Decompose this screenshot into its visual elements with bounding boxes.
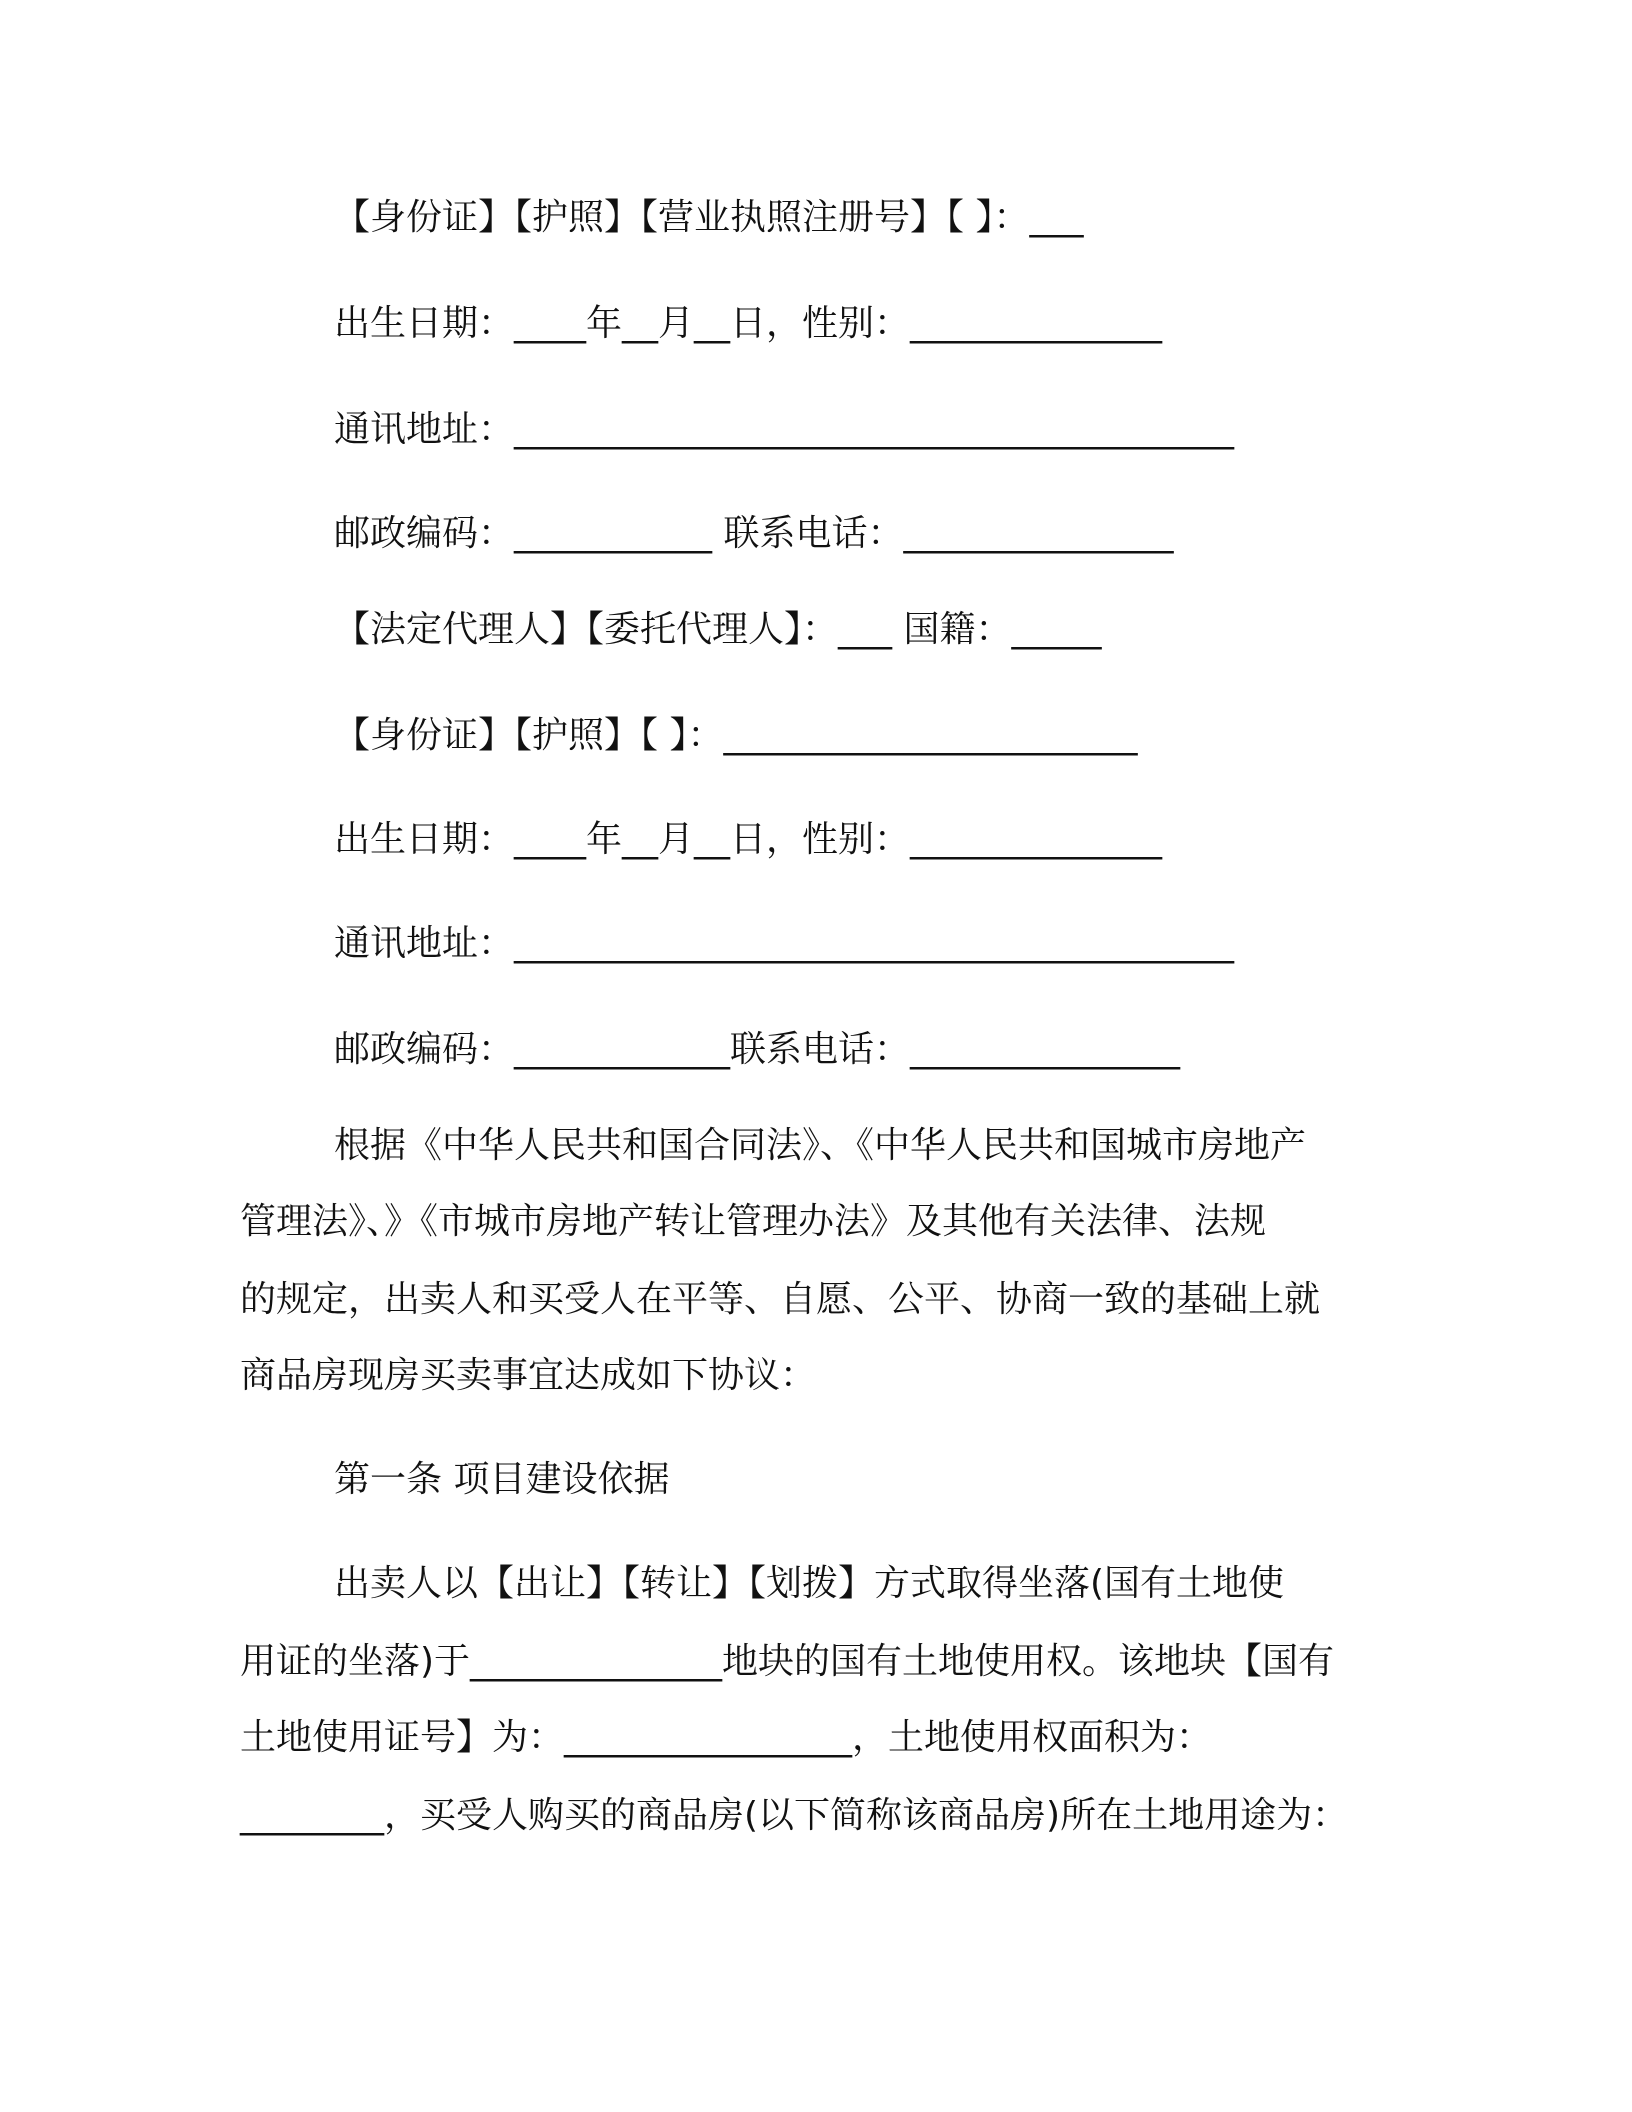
article-1-line-1: 出卖人以【出让】【转让】【划拨】方式取得坐落(国有土地使 [334, 1563, 1285, 1604]
mailing-address-line-2: 通讯地址：________________________________________ [334, 923, 1235, 964]
article-1-line-3: 土地使用证号】为：________________，土地使用权面积为： [240, 1717, 1213, 1758]
preamble-line-1: 根据《中华人民共和国合同法》、《中华人民共和国城市房地产 [334, 1125, 1307, 1166]
postal-phone-line-1: 邮政编码：___________ 联系电话：_______________ [334, 513, 1174, 554]
article-1-line-2: 用证的坐落)于______________地块的国有土地使用权。该地块【国有 [240, 1641, 1335, 1682]
id-type-line-2: 【身份证】【护照】【 】：_______________________ [334, 715, 1138, 756]
birth-date-gender-line-1: 出生日期：____年__月__日，性别：______________ [334, 303, 1163, 344]
article-1-line-4: ________，买受人购买的商品房(以下简称该商品房)所在土地用途为： [240, 1795, 1349, 1836]
mailing-address-line-1: 通讯地址：________________________________________ [334, 409, 1235, 450]
postal-phone-line-2: 邮政编码：____________联系电话：_______________ [334, 1029, 1181, 1070]
birth-date-gender-line-2: 出生日期：____年__月__日，性别：______________ [334, 819, 1163, 860]
preamble-line-4: 商品房现房买卖事宜达成如下协议： [240, 1355, 817, 1396]
preamble-line-3: 的规定，出卖人和买受人在平等、自愿、公平、协商一致的基础上就 [240, 1279, 1321, 1320]
id-type-line-1: 【身份证】【护照】【营业执照注册号】【 】：___ [334, 197, 1084, 238]
preamble-line-2: 管理法》、》《市城市房地产转让管理办法》及其他有关法律、法规 [240, 1201, 1267, 1242]
article-1-heading: 第一条 项目建设依据 [334, 1459, 670, 1500]
agent-nationality-line: 【法定代理人】【委托代理人】：___ 国籍：_____ [334, 609, 1102, 650]
